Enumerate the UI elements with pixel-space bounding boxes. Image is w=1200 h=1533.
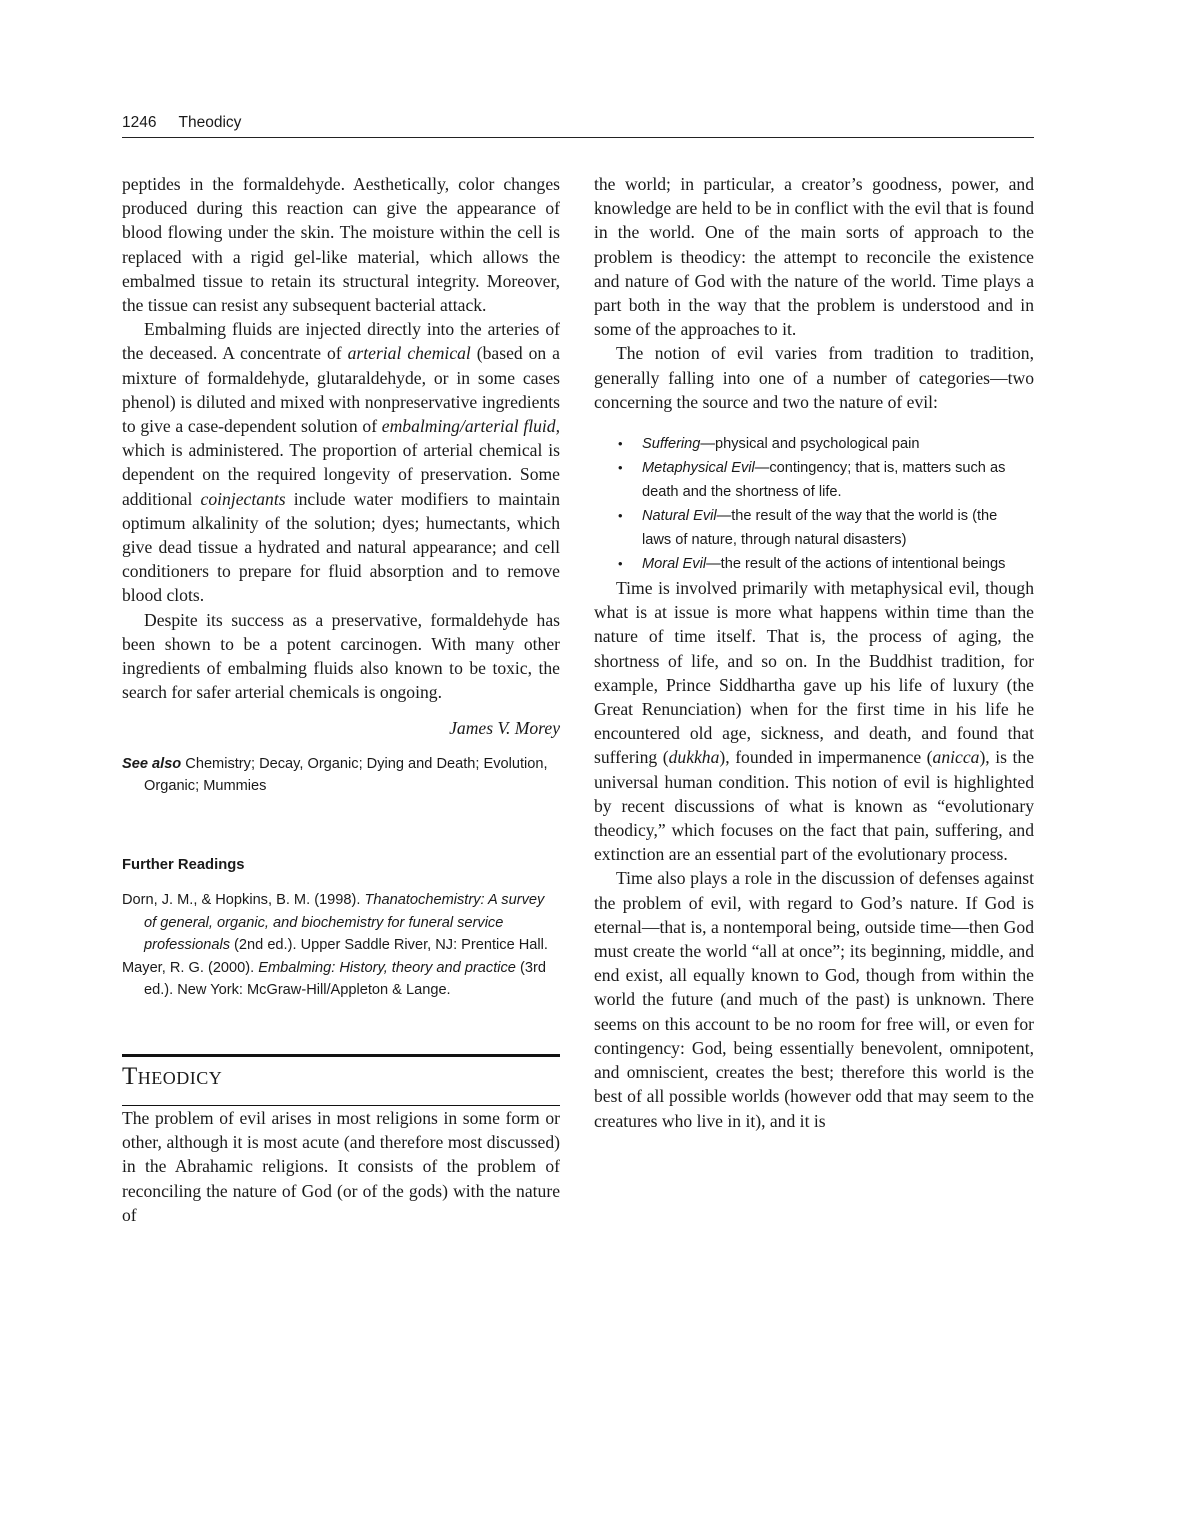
- further-readings-heading: Further Readings: [122, 857, 245, 874]
- page-number: 1246: [122, 114, 157, 131]
- list-item: • Moral Evil—the result of the actions of intentional beings: [594, 552, 1034, 576]
- paragraph: Despite its success as a preservative, formaldehyde has been shown to be a potent carcinogen. With many other ingredients of embalming fluids also known to be toxic, the search for safer arterial chemicals is ongoing.: [122, 609, 560, 703]
- list-item: • Metaphysical Evil—contingency; that is, matters such as death and the shortness of life.: [594, 456, 1034, 504]
- author-byline: James V. Morey: [449, 718, 560, 739]
- list-item: • Natural Evil—the result of the way that the world is (the laws of nature, through natural disasters): [594, 504, 1034, 552]
- bullet-icon: •: [618, 436, 623, 452]
- evil-categories-list: [594, 432, 1034, 576]
- list-item: • Suffering—physical and psychological pain: [594, 432, 1034, 456]
- bullet-icon: •: [618, 556, 623, 572]
- see-also: See also Chemistry; Decay, Organic; Dying and Death; Evolution, Organic; Mummies: [122, 756, 548, 795]
- left-column: [122, 172, 560, 1227]
- paragraph: Time is involved primarily with metaphysical evil, though what is at issue is more what happens within time than the nature of time itself. That is, the process of aging, the shortness of life, and so on. In the Buddhist tradition, for example, Prince Siddhartha gave up his life of luxury (the Great Renunciation) when for the first time in his life he encountered old age, sickness, and death, and found that suffering (dukkha), founded in impermanence (anicca), is the universal human condition. This notion of evil is highlighted by recent discussions of what is known as “evolutionary theodicy,” which focuses on the fact that pain, suffering, and extinction are an essential part of the evolutionary process.: [594, 578, 1034, 865]
- running-head: [122, 114, 1034, 138]
- paragraph: Embalming fluids are injected directly into the arteries of the deceased. A concentrate of arterial chemical (based on a mixture of formaldehyde, glutaraldehyde, or in some cases phenol) is diluted and mixed with nonpreservative ingredients to give a case-dependent solution of embalming/arterial fluid, which is administered. The proportion of arterial chemical is dependent on the required longevity of preservation. Some additional coinjectants include water modifiers to maintain optimum alkalinity of the solution; dyes; humectants, which give dead tissue a hydrated and natural appearance; and cell conditioners to prepare for fluid absorption and to remove blood clots.: [122, 319, 560, 606]
- reference-item: Mayer, R. G. (2000). Embalming: History, theory and practice (3rd ed.). New York: McGraw-Hill/Appleton & Lange.: [122, 959, 546, 999]
- paragraph: The problem of evil arises in most religions in some form or other, although it is most acute (and therefore most discussed) in the Abrahamic religions. It consists of the problem of reconciling the nature of God (or of the gods) with the nature of: [122, 1107, 560, 1225]
- running-head-title: Theodicy: [178, 114, 242, 131]
- paragraph: peptides in the formaldehyde. Aesthetically, color changes produced during this reaction can give the appearance of blood flowing under the skin. The moisture within the cell is replaced with a rigid gel-like material, which allows the embalmed tissue to retain its structural integrity. Moreover, the tissue can resist any subsequent bacterial attack.: [122, 174, 560, 316]
- bullet-icon: •: [618, 460, 623, 476]
- reference-item: Dorn, J. M., & Hopkins, B. M. (1998). Thanatochemistry: A survey of general, organic, and biochemistry for funeral service professionals (2nd ed.). Upper Saddle River, NJ: Prentice Hall.: [122, 892, 548, 954]
- entry-title: Theodicy: [122, 1054, 560, 1106]
- right-column: [594, 172, 1034, 1133]
- bullet-icon: •: [618, 508, 623, 524]
- paragraph: Time also plays a role in the discussion of defenses against the problem of evil, with regard to God’s nature. If God is eternal—that is, a nontemporal being, outside time—then God must create the world “all at once”; its beginning, middle, and end exist, all equally known to God, though from within the world the future (and much of the past) is unknown. There seems on this account to be no room for free will, or even for contingency: God, being essentially benevolent, omnipotent, and omniscient, creates the best; therefore this world is the best of all possible worlds (however odd that may seem to the creatures who live in it), and it is: [594, 868, 1034, 1131]
- paragraph: The notion of evil varies from tradition to tradition, generally falling into one of a number of categories—two concerning the source and two the nature of evil:: [594, 343, 1034, 412]
- paragraph: the world; in particular, a creator’s goodness, power, and knowledge are held to be in conflict with the evil that is found in the world. One of the main sorts of approach to the problem is theodicy: the attempt to reconcile the existence and nature of God with the nature of the world. Time plays a part both in the way that the problem is understood and in some of the approaches to it.: [594, 174, 1034, 340]
